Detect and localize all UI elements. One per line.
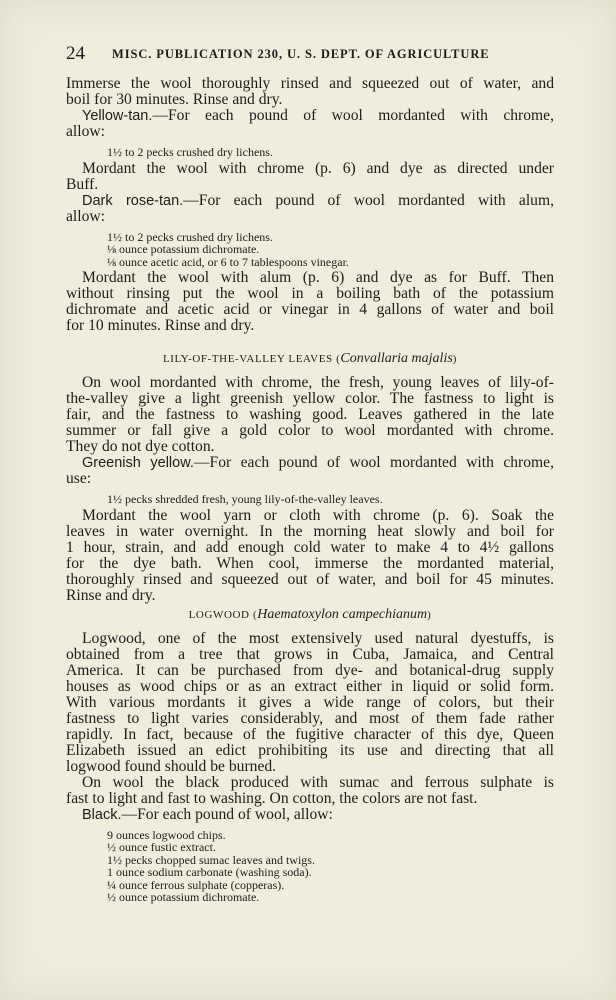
list-item: ½ ounce potassium dichromate. xyxy=(107,890,260,904)
line-text: leaves in water overnight. In the morning heat slowly and boil for xyxy=(66,522,554,540)
run-in-heading: Dark rose-tan. xyxy=(82,192,184,209)
line-text: allow: xyxy=(66,123,105,140)
line-text: dichromate and acetic acid or vinegar in 4 gallons of water and boil xyxy=(66,301,554,318)
text-line xyxy=(66,193,554,209)
text-line xyxy=(66,209,554,225)
text-line xyxy=(66,695,554,711)
line-text: obtained from a tree that grows in Cuba, Jamaica, and Central xyxy=(66,645,554,663)
list-item: 1½ to 2 pecks crushed dry lichens. xyxy=(107,145,273,159)
list-item: ¼ ounce ferrous sulphate (copperas). xyxy=(107,877,285,892)
line-text: allow: xyxy=(66,207,105,225)
running-header xyxy=(66,43,554,63)
ingredient-list xyxy=(107,829,554,904)
text-line xyxy=(66,572,554,588)
line-text: boil for 30 minutes. Rinse and dry. xyxy=(66,91,283,108)
line-text: Rinse and dry. xyxy=(66,586,156,604)
line-text: houses as wood chips or as an extract either in liquid or solid form. xyxy=(66,677,554,695)
line-text: 1 hour, strain, and add enough cold water to make 4 to 4½ gallons xyxy=(66,538,554,556)
text-line xyxy=(66,161,554,177)
line-text: —For each pound of wool mordanted with chrome, xyxy=(193,454,554,471)
text-line xyxy=(66,679,554,695)
text-line xyxy=(66,375,554,391)
line-text: They do not dye cotton. xyxy=(66,438,215,455)
line-text: rapidly. In fact, because of the fugitive character of this dye, Queen xyxy=(66,725,554,743)
line-text: use: xyxy=(66,470,92,487)
list-item: 1½ pecks shredded fresh, young lily-of-the-valley leaves. xyxy=(107,492,383,506)
text-line xyxy=(66,711,554,727)
line-text: —For each pound of wool mordanted with chrome, xyxy=(152,107,554,124)
line-text: fast to light and fast to washing. On cotton, the colors are not fast. xyxy=(66,789,478,807)
text-line xyxy=(66,508,554,524)
text-line xyxy=(66,556,554,572)
text-line xyxy=(66,108,554,124)
text-line xyxy=(66,270,554,286)
line-text: Mordant the wool with chrome (p. 6) and dye as directed under xyxy=(82,159,554,177)
text-line xyxy=(66,588,554,604)
line-text: the-valley give a light greenish yellow color. The fastness to light is xyxy=(66,390,554,407)
list-item: 1½ pecks chopped sumac leaves and twigs. xyxy=(107,852,315,867)
list-item: 9 ounces logwood chips. xyxy=(107,827,226,842)
line-text: Elizabeth issued an edict prohibiting its use and directing that all xyxy=(66,741,554,759)
text-line xyxy=(66,391,554,407)
text-line xyxy=(66,524,554,540)
text-line xyxy=(66,471,554,487)
line-text: —For each pound of wool, allow: xyxy=(121,805,333,823)
text-line xyxy=(66,286,554,302)
heading-label: LILY-OF-THE-VALLEY LEAVES xyxy=(162,353,333,365)
text-line xyxy=(66,124,554,140)
section-heading: LILY-OF-THE-VALLEY LEAVES (Convallaria majalis) xyxy=(162,351,458,366)
run-in-heading: Greenish yellow. xyxy=(82,455,194,471)
line-text: without rinsing put the wool in a boiling bath of the potassium xyxy=(66,285,554,302)
list-item: 1 ounce sodium carbonate (washing soda). xyxy=(107,865,312,879)
line-text: Logwood, one of the most extensively used natural dyestuffs, is xyxy=(82,629,554,647)
list-item: ⅛ ounce potassium dichromate. xyxy=(107,242,260,256)
text-line xyxy=(66,318,554,334)
paragraph xyxy=(66,76,554,108)
run-in-heading: Black. xyxy=(82,806,122,823)
paragraph xyxy=(66,631,554,775)
text-line xyxy=(66,76,554,92)
text-line xyxy=(66,647,554,663)
text-line xyxy=(66,407,554,423)
line-text: —For each pound of wool mordanted with alum, xyxy=(183,191,554,209)
paragraph xyxy=(66,775,554,807)
text-line xyxy=(66,631,554,647)
text-line xyxy=(66,775,554,791)
list-item: ⅛ ounce acetic acid, or 6 to 7 tablespoons vinegar. xyxy=(107,254,349,269)
page-number: 24 xyxy=(66,43,85,64)
text-line xyxy=(66,439,554,455)
run-in-heading: Yellow-tan. xyxy=(82,108,153,124)
text-line xyxy=(66,177,554,193)
list-item: 1½ to 2 pecks crushed dry lichens. xyxy=(107,229,273,244)
running-title: MISC. PUBLICATION 230, U. S. DEPT. OF AGRICULTURE xyxy=(112,47,490,61)
paragraph xyxy=(66,508,554,604)
line-text: logwood found should be burned. xyxy=(66,757,277,775)
paragraph xyxy=(66,193,554,225)
line-text: America. It can be purchased from dye- and botanical-drug supply xyxy=(66,661,554,679)
line-text: summer or fall give a gold color to wool mordanted with chrome. xyxy=(66,422,554,439)
text-line xyxy=(66,455,554,471)
paragraph xyxy=(66,455,554,487)
line-text: On wool the black produced with sumac and ferrous sulphate is xyxy=(82,773,554,791)
ingredient-list xyxy=(107,493,554,506)
text-line xyxy=(66,663,554,679)
latin-name: Convallaria majalis xyxy=(340,351,453,366)
text-line xyxy=(66,92,554,108)
line-text: Buff. xyxy=(66,175,99,193)
line-text: Mordant the wool yarn or cloth with chrome (p. 6). Soak the xyxy=(82,506,554,524)
paragraph xyxy=(66,807,554,823)
ingredient-list xyxy=(107,231,554,269)
text-line xyxy=(66,727,554,743)
paragraph xyxy=(66,375,554,455)
line-text: for the dye bath. When cool, immerse the mordanted material, xyxy=(66,554,554,572)
section-heading: LOGWOOD (Haematoxylon campechianum) xyxy=(188,606,432,622)
text-line xyxy=(66,743,554,759)
line-text: Immerse the wool thoroughly rinsed and squeezed out of water, and xyxy=(66,75,554,92)
line-text: Mordant the wool with alum (p. 6) and dye as for Buff. Then xyxy=(82,269,554,286)
page-body xyxy=(66,76,554,906)
text-line xyxy=(66,759,554,775)
paragraph xyxy=(66,161,554,193)
line-text: for 10 minutes. Rinse and dry. xyxy=(66,317,255,334)
text-line xyxy=(66,540,554,556)
list-item: ½ ounce fustic extract. xyxy=(107,840,216,854)
line-text: thoroughly rinsed and squeezed out of water, and boil for 45 minutes. xyxy=(66,570,554,588)
ingredient-list xyxy=(107,146,554,159)
text-line xyxy=(66,302,554,318)
text-line xyxy=(66,807,554,823)
line-text: On wool mordanted with chrome, the fresh, young leaves of lily-of- xyxy=(82,374,554,391)
text-line xyxy=(66,423,554,439)
text-line xyxy=(66,791,554,807)
paragraph xyxy=(66,270,554,334)
line-text: fastness to light varies considerably, and most of them fade rather xyxy=(66,709,554,727)
line-text: With various mordants it gives a wide range of colors, but their xyxy=(66,693,554,711)
heading-label: LOGWOOD xyxy=(188,608,250,621)
latin-name: Haematoxylon campechianum xyxy=(257,606,428,622)
paragraph xyxy=(66,108,554,140)
line-text: fair, and the fastness to washing good. Leaves gathered in the late xyxy=(66,406,554,423)
